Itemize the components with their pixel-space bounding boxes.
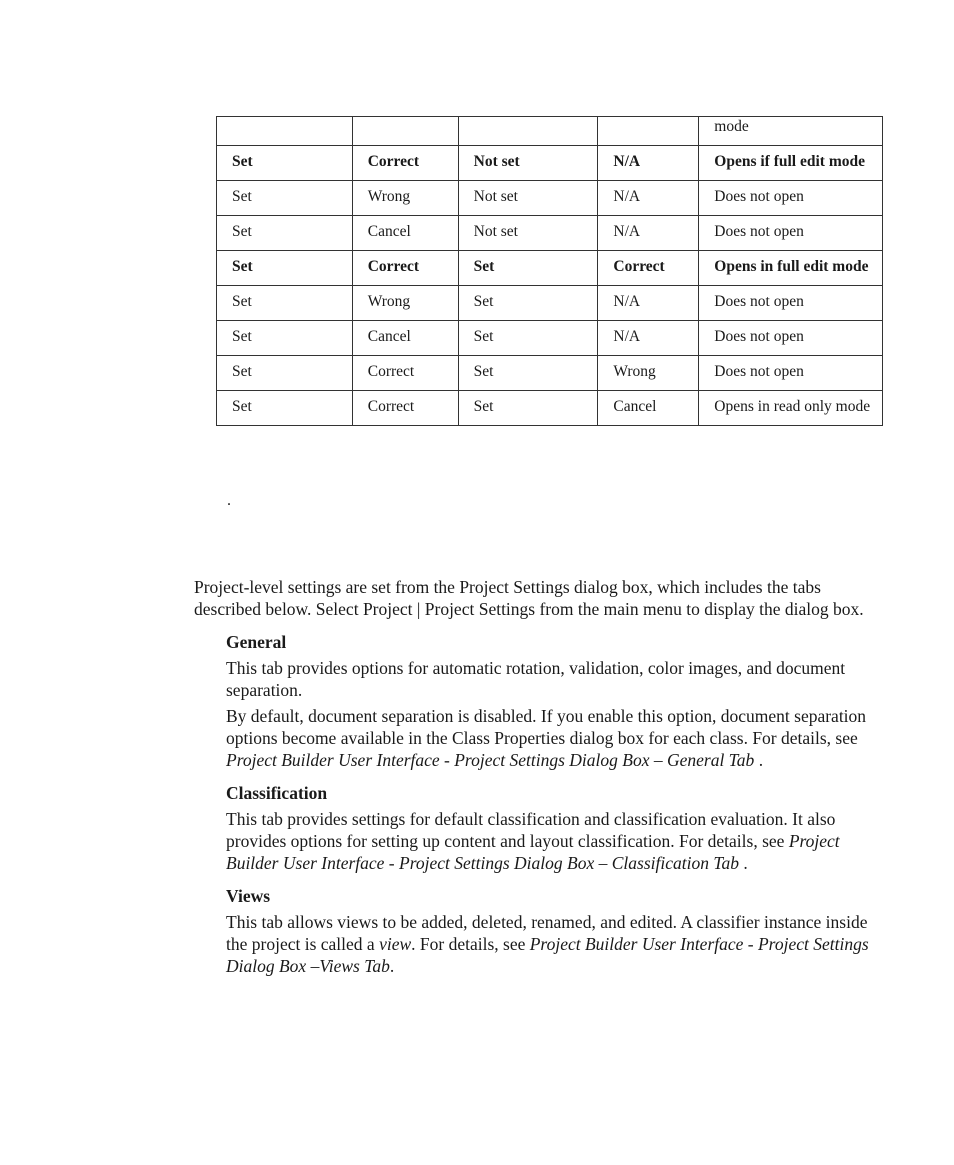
table-cell: Set [458, 321, 598, 356]
table-cell: Cancel [352, 216, 458, 251]
section-title-classification: Classification [226, 783, 328, 803]
table-cell: Not set [458, 146, 598, 181]
table-cell: N/A [598, 216, 699, 251]
table-cell: Correct [352, 251, 458, 286]
table-cell: Does not open [699, 216, 883, 251]
views-paragraph-text-2: . For details, see [411, 934, 530, 954]
table-row [217, 216, 883, 251]
table-cell: Wrong [352, 286, 458, 321]
table-cell: Correct [352, 356, 458, 391]
views-paragraph-text-1: This tab allows views to be added, deleted, renamed, and edited. A classifier instance inside the project is called a [226, 912, 868, 954]
table-row [217, 251, 883, 286]
table-cell: Set [458, 251, 598, 286]
table-cell: Opens if full edit mode [699, 146, 883, 181]
table-cell: mode [699, 117, 883, 146]
general-tab-reference: Project Builder User Interface - Project Settings Dialog Box – General Tab [226, 750, 755, 770]
table-cell: Correct [352, 146, 458, 181]
table-cell: Cancel [352, 321, 458, 356]
table-cell: Set [458, 356, 598, 391]
table-cell [217, 117, 353, 146]
trailing-mark: . [227, 492, 231, 509]
table-row [217, 117, 883, 146]
general-paragraph-1: This tab provides options for automatic rotation, validation, color images, and document separation. [226, 658, 846, 700]
table-cell: Not set [458, 216, 598, 251]
table-cell: N/A [598, 286, 699, 321]
table-cell: N/A [598, 146, 699, 181]
intro-paragraph: Project-level settings are set from the Project Settings dialog box, which includes the tabs described below. Select Project | Project Settings from the main menu to display the dialog box. [194, 577, 864, 619]
table-cell: Set [458, 286, 598, 321]
table-cell: Set [458, 391, 598, 426]
general-paragraph-2-text: By default, document separation is disabled. If you enable this option, document separation options become available in the Class Properties dialog box for each class. For details, see [226, 706, 867, 748]
table-cell: Does not open [699, 321, 883, 356]
behavior-table-body [217, 117, 883, 426]
section-title-general: General [226, 632, 287, 652]
section-general [226, 631, 884, 771]
table-cell: N/A [598, 181, 699, 216]
classification-paragraph-text: This tab provides settings for default classification and classification evaluation. It also provides options for setting up content and layout classification. For details, see [226, 809, 836, 851]
table-cell: Set [217, 216, 353, 251]
table-cell [352, 117, 458, 146]
table-cell: Wrong [598, 356, 699, 391]
general-paragraph-2 [226, 705, 884, 771]
view-term: view [379, 934, 412, 954]
classification-tab-reference: Project Builder User Interface - Project Settings Dialog Box – Classification Tab [226, 831, 840, 873]
table-cell: Does not open [699, 356, 883, 391]
table-row [217, 356, 883, 391]
table-row [217, 181, 883, 216]
views-paragraph [226, 911, 884, 977]
views-paragraph-end: . [389, 956, 395, 976]
section-classification [226, 782, 884, 874]
table-cell: N/A [598, 321, 699, 356]
table-cell: Set [217, 146, 353, 181]
table-row [217, 146, 883, 181]
table-cell: Set [217, 181, 353, 216]
behavior-table [216, 116, 883, 426]
table-cell: Wrong [352, 181, 458, 216]
section-title-views: Views [226, 886, 271, 906]
table-cell: Opens in full edit mode [699, 251, 883, 286]
project-settings-description [194, 576, 884, 981]
table-cell: Cancel [598, 391, 699, 426]
table-cell: Not set [458, 181, 598, 216]
table-row [217, 391, 883, 426]
table-cell: Correct [598, 251, 699, 286]
table-cell [458, 117, 598, 146]
section-views [226, 885, 884, 977]
table-cell: Set [217, 356, 353, 391]
table-row [217, 321, 883, 356]
table-cell: Correct [352, 391, 458, 426]
table-cell: Set [217, 286, 353, 321]
classification-paragraph-end: . [738, 853, 748, 873]
classification-paragraph [226, 808, 884, 874]
views-tab-reference: Project Builder User Interface - Project Settings Dialog Box –Views Tab [226, 934, 869, 976]
table-cell: Set [217, 251, 353, 286]
general-paragraph-2-end: . [754, 750, 764, 770]
table-cell: Does not open [699, 181, 883, 216]
table-row [217, 286, 883, 321]
table-cell [598, 117, 699, 146]
table-cell: Set [217, 321, 353, 356]
table-cell: Opens in read only mode [699, 391, 883, 426]
table-cell: Set [217, 391, 353, 426]
table-cell: Does not open [699, 286, 883, 321]
